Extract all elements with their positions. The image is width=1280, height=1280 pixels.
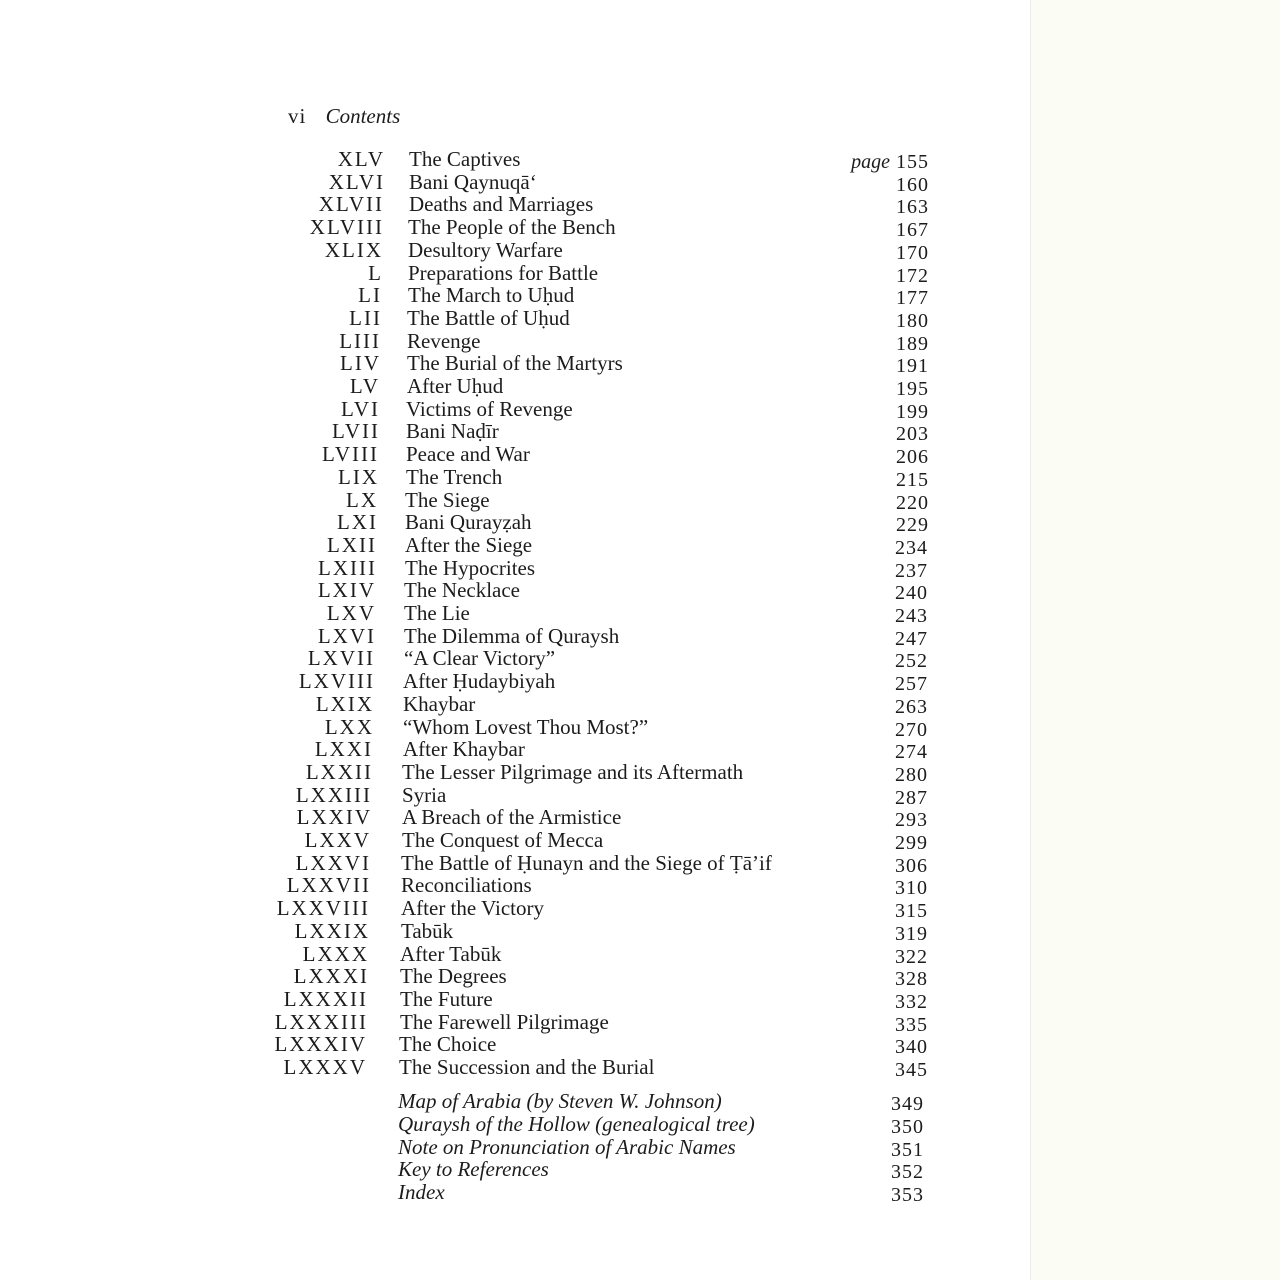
chapter-number: LVIII: [321, 442, 379, 466]
chapter-title: After the Siege: [405, 533, 533, 557]
chapter-number: LXIV: [317, 578, 376, 602]
toc-row: [0, 192, 1030, 216]
chapter-title: “A Clear Victory”: [404, 646, 556, 670]
page-number-value: 287: [895, 787, 928, 809]
chapter-number: LXVI: [317, 624, 376, 648]
page-number-value: 206: [896, 446, 929, 468]
page-number-value: 172: [896, 265, 929, 287]
appendix-title: Note on Pronunciation of Arabic Names: [398, 1135, 736, 1159]
chapter-number: LXXXV: [283, 1055, 367, 1079]
toc-row: [0, 646, 1030, 670]
page-number-value: 322: [895, 946, 928, 968]
chapter-title: The Lesser Pilgrimage and its Aftermath: [402, 760, 744, 784]
chapter-title: Bani Qaynuqā‘: [409, 170, 537, 194]
page-number-value: 315: [895, 900, 928, 922]
page-number: 351: [891, 1139, 924, 1161]
chapter-number: XLIX: [324, 238, 383, 262]
chapter-number: LXXX: [302, 942, 369, 966]
toc-row: [0, 805, 1030, 829]
toc-row: [0, 147, 1030, 171]
page-number-value: 274: [895, 741, 928, 763]
chapter-title: The Hypocrites: [405, 556, 536, 580]
page-number-value: 155: [896, 151, 929, 173]
chapter-number: LXXIII: [295, 783, 372, 807]
toc-row: [0, 669, 1030, 693]
chapter-number: LI: [358, 283, 382, 307]
toc-row: [0, 556, 1030, 580]
page-number-value: 203: [896, 423, 929, 445]
page-number-value: 191: [896, 355, 929, 377]
toc-row: [0, 283, 1030, 307]
appendix-row: [0, 1180, 1030, 1204]
chapter-title: “Whom Lovest Thou Most?”: [403, 715, 649, 739]
page-number-value: 243: [895, 605, 928, 627]
page-number-value: 229: [896, 514, 929, 536]
page-number-value: 167: [896, 219, 929, 241]
toc-row: [0, 1010, 1030, 1034]
chapter-title: A Breach of the Armistice: [402, 805, 622, 829]
page-number: [895, 1059, 928, 1082]
page-number-value: 237: [895, 560, 928, 582]
page-number-value: 332: [895, 991, 928, 1013]
chapter-number: LXXVI: [295, 851, 371, 875]
page-number: 353: [891, 1184, 924, 1206]
chapter-number: LXIX: [315, 692, 374, 716]
page-number-value: 160: [896, 174, 929, 196]
chapter-number: XLVII: [318, 192, 384, 216]
chapter-title: Bani Naḍīr: [406, 419, 499, 443]
toc-row: [0, 215, 1030, 239]
chapter-number: XLV: [337, 147, 385, 171]
chapter-title: The Battle of Ḥunayn and the Siege of Ṭā’if: [401, 851, 772, 875]
page-number-value: 335: [895, 1014, 928, 1036]
page-number-value: 199: [896, 401, 929, 423]
chapter-title: Bani Qurayẓah: [405, 510, 532, 534]
toc-row: [0, 851, 1030, 875]
chapter-title: After Khaybar: [403, 737, 525, 761]
appendix-row: [0, 1157, 1030, 1181]
chapter-title: The People of the Bench: [408, 215, 616, 239]
toc-row: [0, 692, 1030, 716]
toc-row: [0, 1032, 1030, 1056]
toc-row: [0, 783, 1030, 807]
chapter-title: After Tabūk: [400, 942, 502, 966]
chapter-title: The Siege: [405, 488, 490, 512]
page-number-value: 195: [896, 378, 929, 400]
chapter-title: The Succession and the Burial: [399, 1055, 655, 1079]
chapter-number: LIII: [339, 329, 381, 353]
chapter-title: The Captives: [409, 147, 521, 171]
toc-row: [0, 896, 1030, 920]
chapter-title: Deaths and Marriages: [409, 192, 594, 216]
chapter-number: LV: [349, 374, 380, 398]
toc-row: [0, 533, 1030, 557]
page-number-value: 240: [895, 582, 928, 604]
toc-row: [0, 715, 1030, 739]
chapter-number: LVII: [331, 419, 380, 443]
toc-row: [0, 465, 1030, 489]
page-number-value: 234: [895, 537, 928, 559]
page-number-value: 280: [895, 764, 928, 786]
chapter-number: LXXXIII: [274, 1010, 368, 1034]
chapter-title: The Future: [400, 987, 493, 1011]
appendix-row: [0, 1135, 1030, 1159]
page-number-value: 345: [895, 1059, 928, 1081]
toc-row: [0, 488, 1030, 512]
page-number-value: 247: [895, 628, 928, 650]
chapter-title: Khaybar: [403, 692, 476, 716]
toc-row: [0, 624, 1030, 648]
page-number-value: 163: [896, 196, 929, 218]
chapter-title: Victims of Revenge: [406, 397, 573, 421]
toc-row: [0, 942, 1030, 966]
toc-row: [0, 306, 1030, 330]
page-number: 349: [891, 1093, 924, 1115]
chapter-number: LXXXI: [293, 964, 369, 988]
page-number-value: 263: [895, 696, 928, 718]
chapter-title: Tabūk: [401, 919, 454, 943]
page-number-value: 177: [896, 287, 929, 309]
chapter-number: LXXXII: [283, 987, 368, 1011]
page-number-value: 215: [896, 469, 929, 491]
chapter-number: LXI: [337, 510, 378, 534]
page-number-value: 180: [896, 310, 929, 332]
folio-number: vi: [288, 104, 307, 128]
page-number-value: 270: [895, 719, 928, 741]
page-number-value: 340: [895, 1036, 928, 1058]
chapter-number: XLVIII: [309, 215, 384, 239]
chapter-number: L: [368, 261, 383, 285]
chapter-number: LXV: [326, 601, 376, 625]
scan-margin: [1030, 0, 1280, 1280]
chapter-title: The Degrees: [400, 964, 507, 988]
toc-row: [0, 170, 1030, 194]
chapter-title: The Burial of the Martyrs: [407, 351, 623, 375]
chapter-number: LII: [349, 306, 382, 330]
page-number: 352: [891, 1161, 924, 1183]
page-number-value: 170: [896, 242, 929, 264]
chapter-title: After the Victory: [401, 896, 544, 920]
page-number-value: 319: [895, 923, 928, 945]
chapter-title: After Uḥud: [407, 374, 504, 398]
chapter-number: LXIII: [318, 556, 377, 580]
toc-row: [0, 261, 1030, 285]
chapter-title: The Farewell Pilgrimage: [400, 1010, 609, 1034]
chapter-title: The Necklace: [404, 578, 521, 602]
toc-row: [0, 828, 1030, 852]
toc-row: [0, 760, 1030, 784]
chapter-number: LXXV: [304, 828, 371, 852]
chapter-number: LXXVII: [286, 873, 371, 897]
chapter-number: XLVI: [328, 170, 385, 194]
page-word: page: [851, 151, 890, 173]
chapter-number: LIV: [340, 351, 381, 375]
chapter-number: LXXI: [314, 737, 373, 761]
chapter-title: The Choice: [399, 1032, 497, 1056]
appendix-title: Index: [398, 1180, 445, 1204]
chapter-title: Revenge: [407, 329, 481, 353]
toc-row: [0, 987, 1030, 1011]
chapter-title: The Conquest of Mecca: [402, 828, 604, 852]
toc-row: [0, 737, 1030, 761]
toc-row: [0, 1055, 1030, 1079]
page-number-value: 220: [896, 492, 929, 514]
page-number-value: 252: [895, 650, 928, 672]
chapter-title: The Dilemma of Quraysh: [404, 624, 620, 648]
chapter-title: Desultory Warfare: [408, 238, 563, 262]
chapter-number: LXX: [324, 715, 374, 739]
chapter-number: LXII: [327, 533, 377, 557]
chapter-title: The Trench: [406, 465, 503, 489]
page-number-value: 299: [895, 832, 928, 854]
chapter-title: The March to Uḥud: [408, 283, 575, 307]
chapter-number: LXXIX: [294, 919, 370, 943]
page-number-value: 189: [896, 333, 929, 355]
appendix-row: [0, 1089, 1030, 1113]
chapter-title: Preparations for Battle: [408, 261, 599, 285]
toc-row: [0, 351, 1030, 375]
page-number-value: 310: [895, 877, 928, 899]
appendix-title: Map of Arabia (by Steven W. Johnson): [398, 1089, 722, 1113]
chapter-number: LXXII: [305, 760, 373, 784]
chapter-number: LXVIII: [298, 669, 375, 693]
toc-row: [0, 578, 1030, 602]
chapter-number: LIX: [338, 465, 379, 489]
chapter-number: LXXXIV: [274, 1032, 367, 1056]
chapter-title: Syria: [402, 783, 447, 807]
toc-row: [0, 964, 1030, 988]
running-title: Contents: [325, 104, 401, 128]
chapter-title: The Battle of Uḥud: [407, 306, 570, 330]
page-number-value: 306: [895, 855, 928, 877]
toc-row: [0, 397, 1030, 421]
toc-row: [0, 329, 1030, 353]
toc-row: [0, 238, 1030, 262]
page-number-value: 328: [895, 968, 928, 990]
chapter-number: LXXVIII: [276, 896, 370, 920]
toc-row: [0, 442, 1030, 466]
appendix-row: [0, 1112, 1030, 1136]
page-number-value: 257: [895, 673, 928, 695]
chapter-number: LXXIV: [296, 805, 372, 829]
chapter-number: LVI: [340, 397, 380, 421]
chapter-title: After Ḥudaybiyah: [403, 669, 556, 693]
page-number: 350: [891, 1116, 924, 1138]
toc-row: [0, 510, 1030, 534]
toc-row: [0, 873, 1030, 897]
toc-row: [0, 601, 1030, 625]
chapter-number: LXVII: [307, 646, 375, 670]
appendix-title: Key to References: [398, 1157, 549, 1181]
chapter-title: The Lie: [404, 601, 470, 625]
chapter-title: Peace and War: [406, 442, 530, 466]
chapter-number: LX: [346, 488, 378, 512]
chapter-title: Reconciliations: [401, 873, 532, 897]
page-number-value: 293: [895, 809, 928, 831]
toc-row: [0, 374, 1030, 398]
appendix-title: Quraysh of the Hollow (genealogical tree): [398, 1112, 755, 1136]
toc-row: [0, 919, 1030, 943]
toc-row: [0, 419, 1030, 443]
